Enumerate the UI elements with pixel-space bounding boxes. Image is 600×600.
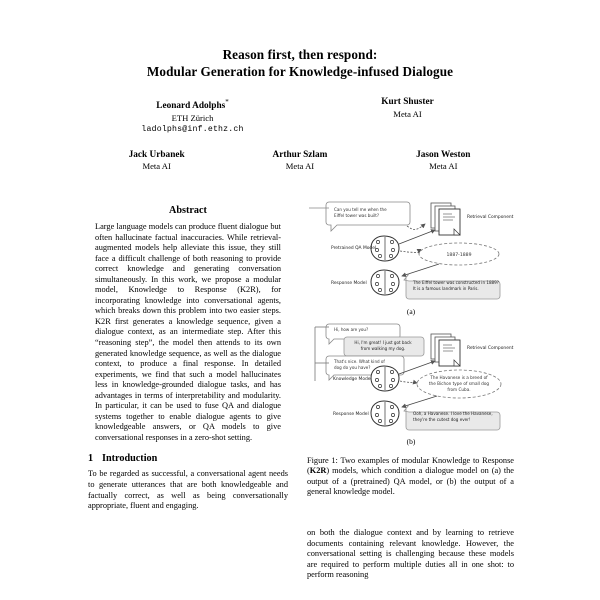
panel-b-retrieval-icon xyxy=(431,334,460,366)
author-shuster xyxy=(300,97,515,136)
author-urbanek xyxy=(85,150,228,173)
title-line-2: Modular Generation for Knowledge-infused Dialogue xyxy=(146,64,454,79)
author-block xyxy=(85,97,515,172)
figure-1-caption xyxy=(307,456,514,498)
author-adolphs xyxy=(85,97,300,136)
introduction-text-left: To be regarded as successful, a conversational agent needs to generate utterances that are both knowledgeable and factually correct, as well as being conversationally appropriate, fluent and engaging. xyxy=(88,469,288,511)
author-affiliation: Meta AI xyxy=(142,161,171,172)
author-affiliation: Meta AI xyxy=(285,161,315,172)
svg-text:the Bichon type of small dog: the Bichon type of small dog xyxy=(428,381,490,386)
svg-text:from Cuba.: from Cuba. xyxy=(447,387,471,392)
abstract-heading: Abstract xyxy=(169,205,207,216)
panel-a-retrieval-label: Retrieval Component xyxy=(467,215,514,220)
panel-a-knowledge-bubble xyxy=(419,243,499,265)
author-row-spacer xyxy=(85,136,515,150)
figure-caption-prefix: Figure 1: xyxy=(307,456,338,465)
panel-b-context-bubbles xyxy=(315,324,424,381)
panel-b-sublabel: (b) xyxy=(406,437,416,446)
svg-text:from walking my dog.: from walking my dog. xyxy=(360,346,406,351)
figure-caption-part2: ) models, which condition a dialogue model on (a) the output of a (pretrained) QA model, or (b) the output of a general knowledge model. xyxy=(307,466,514,497)
svg-text:Eiffel tower was built?: Eiffel tower was built? xyxy=(334,213,379,218)
panel-b-response-bubble xyxy=(404,405,500,430)
author-email: ladolphs@inf.ethz.ch xyxy=(141,124,244,134)
page-title xyxy=(0,46,600,80)
svg-text:It is a famous landmark in Par: It is a famous landmark in Paris. xyxy=(413,286,479,291)
svg-text:That's nice. What kind of: That's nice. What kind of xyxy=(334,359,385,364)
figure-caption-bold: K2R xyxy=(309,466,327,476)
introduction-text-right: on both the dialogue context and by learning to retrieve documents containing relevant knowledge. However, the conversational setting is challenging because these models are required to perform multiple duties all in one shot: to perform reasoning xyxy=(307,528,514,580)
author-szlam xyxy=(228,150,371,173)
author-row-1 xyxy=(85,97,515,136)
svg-text:Can you tell me when the: Can you tell me when the xyxy=(334,207,387,212)
svg-text:Ooh, a Havanese. I love the Ha: Ooh, a Havanese. I love the Havanese, xyxy=(413,411,493,416)
panel-a-qa-model-label: Pretrained QA Model xyxy=(331,246,377,251)
figure-caption-part1: Two examples of modular Knowledge to Response ( xyxy=(307,456,514,476)
figure-1 xyxy=(307,196,515,451)
author-footnote-marker: * xyxy=(225,98,229,106)
author-affiliation: Meta AI xyxy=(393,108,422,119)
introduction-heading xyxy=(88,453,288,464)
svg-text:Hi, how are you?: Hi, how are you? xyxy=(334,327,369,332)
panel-b-retrieval-label: Retrieval Component xyxy=(467,346,514,351)
panel-a-sublabel: (a) xyxy=(406,307,416,316)
panel-b-response-model-icon xyxy=(371,401,399,426)
author-affiliation: ETH Zürich xyxy=(171,112,214,123)
author-name: Kurt Shuster xyxy=(381,97,434,107)
svg-text:Hi, I'm great! I just got back: Hi, I'm great! I just got back xyxy=(354,340,412,345)
panel-b-knowledge-model-label: Knowledge Model xyxy=(333,377,372,382)
svg-text:The Eiffel tower was construct: The Eiffel tower was constructed in 1889? xyxy=(413,280,499,285)
author-name: Jason Weston xyxy=(416,149,471,160)
panel-b-response-model-label: Response Model xyxy=(333,412,369,417)
panel-a-response-model-icon xyxy=(371,270,399,295)
svg-text:1887-1889: 1887-1889 xyxy=(446,253,472,258)
section-number: 1 xyxy=(88,453,94,465)
left-column xyxy=(88,205,288,512)
author-name: Jack Urbanek xyxy=(128,149,185,160)
panel-a-response-bubble xyxy=(404,274,500,299)
author-row-2 xyxy=(85,150,515,173)
section-title: Introduction xyxy=(102,453,158,465)
figure-1-svg xyxy=(307,196,515,451)
panel-a-retrieval-icon xyxy=(431,203,460,235)
panel-b-knowledge-model-icon xyxy=(371,366,399,391)
title-line-1: Reason first, then respond: xyxy=(222,47,378,62)
author-name xyxy=(85,97,300,113)
panel-a-context-bubble xyxy=(309,202,410,231)
abstract-text: Large language models can produce fluent dialogue but often hallucinate factual inaccuracies. While retrieval-augmented models help alleviate this issue, they still face a difficult challenge of both reasoning to provide correct knowledge and generating conversation simultaneously. In this work, we propose a modular model, Knowledge to Response (K2R), for incorporating knowledge into conversational agents, which breaks down this problem into two easier steps. K2R first generates a knowledge sequence, given a dialogue context, as an intermediate step. After this “reasoning step”, the model then attends to its own generated knowledge sequence, as well as the dialogue context, to produce a final response. In detailed experiments, we find that such a model hallucinates less in knowledge-grounded dialogue tasks, and has advantages in terms of interpretability and modularity. In particular, it can be used to fuse QA and dialogue systems together to enable dialogue agents to give knowledgeable answers, or QA models to give conversational responses in a zero-shot setting. xyxy=(95,222,281,442)
svg-text:The Havanese is a breed of: The Havanese is a breed of xyxy=(430,375,488,380)
svg-text:they're the cutest dog ever!: they're the cutest dog ever! xyxy=(413,417,471,422)
author-weston xyxy=(372,150,515,173)
author-name: Arthur Szlam xyxy=(272,149,328,160)
panel-a-response-model-label: Response Model xyxy=(331,281,367,286)
author-affiliation: Meta AI xyxy=(429,161,458,172)
author-name-text: Leonard Adolphs xyxy=(156,101,226,112)
svg-text:dog do you have?: dog do you have? xyxy=(334,365,371,370)
panel-b-knowledge-bubble xyxy=(417,370,501,398)
